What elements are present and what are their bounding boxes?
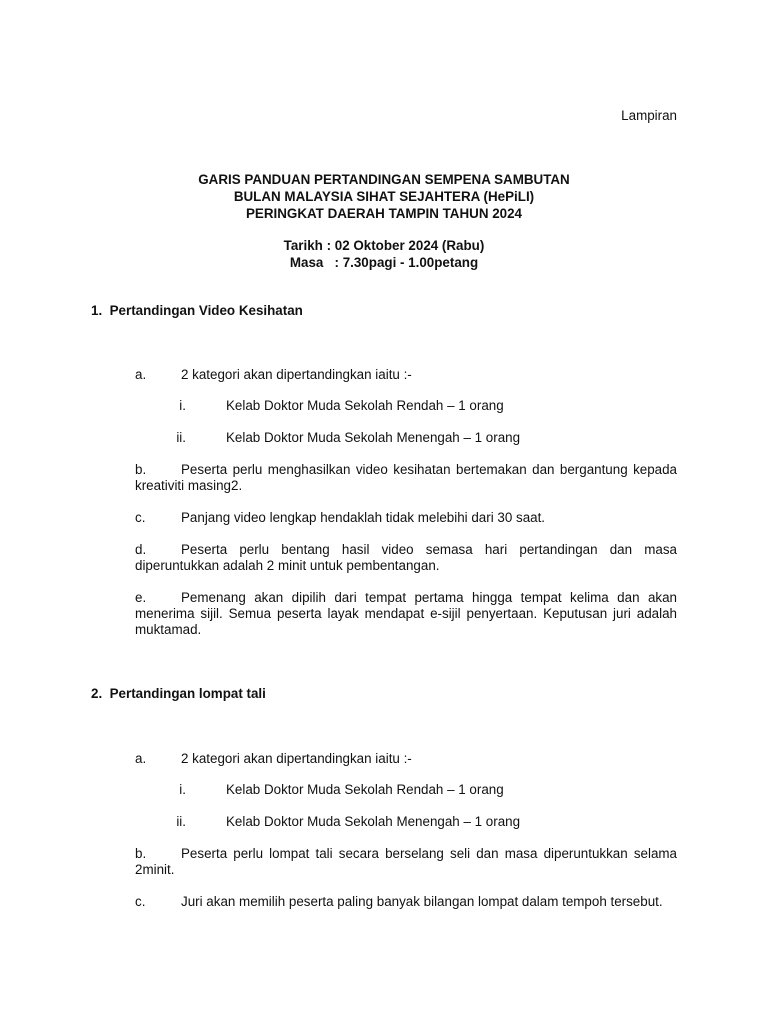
event-date: Tarikh : 02 Oktober 2024 (Rabu) [283,238,485,253]
item-text: Pemenang akan dipilih dari tempat pertama hingga tempat kelima dan akan menerima sijil. Semua peserta layak mendapat e-sijil penyertaan. Keputusan juri adalah muktamad. [135,590,677,637]
section-1-item-d [135,542,677,574]
sub-text: Kelab Doktor Muda Sekolah Rendah – 1 orang [226,398,504,413]
item-marker: b. [135,462,147,477]
item-marker: e. [135,590,147,605]
item-marker: a. [135,367,147,382]
section-1-item-e [135,590,677,638]
section-2-item-b [135,846,677,878]
section-2-sub-i [146,782,504,798]
sub-marker: i. [179,398,186,413]
section-1-item-c [135,510,677,526]
title-line-2: BULAN MALAYSIA SIHAT SEJAHTERA (HePiLI) [233,189,535,204]
section-2-item-a [135,751,677,767]
item-marker: c. [135,894,146,909]
section-2-sub-ii [146,814,520,830]
item-marker: b. [135,846,147,861]
item-text: 2 kategori akan dipertandingkan iaitu :- [181,751,412,766]
item-text: Peserta perlu menghasilkan video kesihatan bertemakan dan bergantung kepada kreativiti masing2. [135,462,677,493]
item-text: Peserta perlu bentang hasil video semasa hari pertandingan dan masa diperuntukkan adalah 2 minit untuk pembentangan. [135,542,677,573]
item-marker: d. [135,542,147,557]
section-1-item-a [135,367,677,383]
section-1-item-b [135,462,677,494]
item-marker: a. [135,751,147,766]
lampiran-label: Lampiran [621,108,677,123]
sub-marker: i. [179,782,186,797]
sub-marker: ii. [176,814,186,829]
sub-text: Kelab Doktor Muda Sekolah Menengah – 1 orang [226,814,521,829]
item-marker: c. [135,510,146,525]
sub-marker: ii. [176,430,186,445]
section-2-heading: 2. Pertandingan lompat tali [91,686,266,701]
event-time: Masa : 7.30pagi - 1.00petang [289,255,479,270]
section-1-sub-i [146,398,504,414]
section-1-sub-ii [146,430,520,446]
section-1-heading: 1. Pertandingan Video Kesihatan [91,303,303,318]
item-text: Peserta perlu lompat tali secara berselang seli dan masa diperuntukkan selama 2minit. [135,846,677,877]
sub-text: Kelab Doktor Muda Sekolah Menengah – 1 orang [226,430,521,445]
section-2-item-c [135,894,677,910]
item-text: Panjang video lengkap hendaklah tidak melebihi dari 30 saat. [181,510,546,525]
sub-text: Kelab Doktor Muda Sekolah Rendah – 1 orang [226,782,504,797]
item-text: Juri akan memilih peserta paling banyak bilangan lompat dalam tempoh tersebut. [181,894,663,909]
title-line-3: PERINGKAT DAERAH TAMPIN TAHUN 2024 [245,206,523,221]
title-line-1: GARIS PANDUAN PERTANDINGAN SEMPENA SAMBUTAN [198,172,570,187]
item-text: 2 kategori akan dipertandingkan iaitu :- [181,367,412,382]
